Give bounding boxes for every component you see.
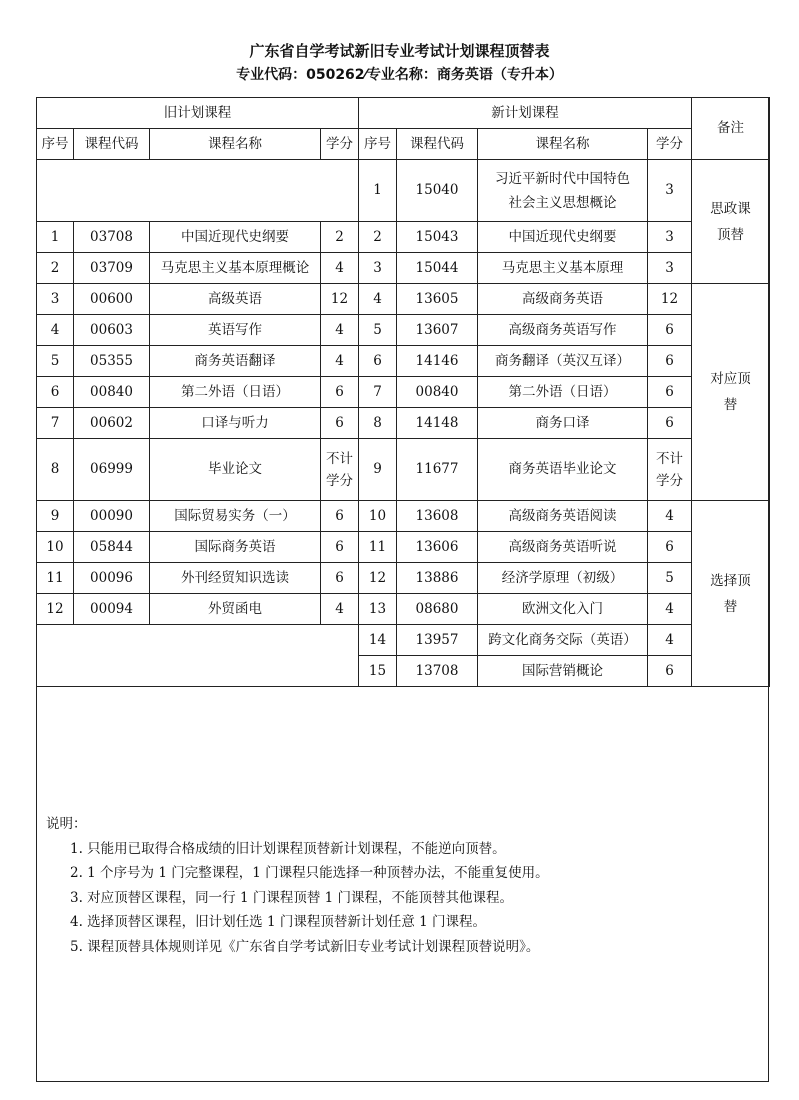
cell-old-credit: 6 [321, 563, 359, 594]
cell-new-seq: 5 [359, 315, 397, 346]
cell-new-seq: 14 [359, 625, 397, 656]
course-replacement-table [36, 97, 770, 687]
empty-old-cell [37, 625, 359, 687]
cell-old-credit: 6 [321, 532, 359, 563]
cell-old-name: 英语写作 [150, 315, 321, 346]
notes-list [46, 837, 746, 960]
cell-new-name: 国际营销概论 [478, 656, 648, 687]
note-item: 4. 选择顶替区课程，旧计划任选 1 门课程顶替新计划任意 1 门课程。 [70, 914, 487, 930]
cell-new-credit: 6 [648, 315, 692, 346]
cell-new-seq: 7 [359, 377, 397, 408]
cell-new-name: 马克思主义基本原理 [478, 253, 648, 284]
cell-old-credit: 不计学分 [321, 439, 359, 501]
cell-new-code: 14146 [397, 346, 478, 377]
cell-old-seq: 9 [37, 501, 74, 532]
note-item: 3. 对应顶替区课程，同一行 1 门课程顶替 1 门课程，不能顶替其他课程。 [70, 889, 514, 906]
cell-old-code: 03708 [74, 222, 150, 253]
cell-old-name: 外贸函电 [150, 594, 321, 625]
table-row [37, 625, 770, 656]
cell-old-seq: 6 [37, 377, 74, 408]
cell-new-credit: 4 [648, 501, 692, 532]
cell-old-name: 国际商务英语 [150, 532, 321, 563]
cell-new-name: 商务翻译（英汉互译） [478, 346, 648, 377]
cell-old-name: 口译与听力 [150, 408, 321, 439]
cell-new-code: 14148 [397, 408, 478, 439]
table-row [37, 222, 770, 253]
cell-old-seq: 1 [37, 222, 74, 253]
cell-old-seq: 7 [37, 408, 74, 439]
cell-new-code: 15044 [397, 253, 478, 284]
cell-old-seq: 8 [37, 439, 74, 501]
cell-new-seq: 15 [359, 656, 397, 687]
cell-old-code: 06999 [74, 439, 150, 501]
cell-old-seq: 10 [37, 532, 74, 563]
col-header-old-name: 课程名称 [150, 129, 321, 160]
cell-old-credit: 2 [321, 222, 359, 253]
col-header-new-credit: 学分 [648, 129, 692, 160]
cell-old-seq: 12 [37, 594, 74, 625]
cell-old-seq: 11 [37, 563, 74, 594]
cell-new-credit: 6 [648, 346, 692, 377]
cell-old-name: 国际贸易实务（一） [150, 501, 321, 532]
document-subtitle: 专业代码：050262⁄专业名称：商务英语（专升本） [236, 67, 563, 83]
cell-new-credit: 4 [648, 594, 692, 625]
cell-old-seq: 5 [37, 346, 74, 377]
table-row [37, 439, 770, 501]
table-row [37, 532, 770, 563]
cell-new-code: 13708 [397, 656, 478, 687]
col-header-old-code: 课程代码 [74, 129, 150, 160]
table-row [37, 408, 770, 439]
table-row [37, 377, 770, 408]
table-row [37, 501, 770, 532]
cell-old-code: 05844 [74, 532, 150, 563]
cell-old-code: 00603 [74, 315, 150, 346]
cell-old-code: 00840 [74, 377, 150, 408]
cell-new-credit: 3 [648, 160, 692, 222]
cell-new-code: 13886 [397, 563, 478, 594]
cell-new-credit: 6 [648, 408, 692, 439]
cell-new-credit: 6 [648, 656, 692, 687]
cell-old-code: 00094 [74, 594, 150, 625]
remark-header: 备注 [692, 98, 770, 160]
col-header-new-name: 课程名称 [478, 129, 648, 160]
table-row [37, 253, 770, 284]
cell-new-seq: 13 [359, 594, 397, 625]
cell-new-credit: 5 [648, 563, 692, 594]
remark-cell: 选择顶替 [692, 501, 770, 687]
cell-new-seq: 11 [359, 532, 397, 563]
cell-new-name: 跨文化商务交际（英语） [478, 625, 648, 656]
cell-new-credit: 4 [648, 625, 692, 656]
cell-old-credit: 6 [321, 408, 359, 439]
col-header-old-seq: 序号 [37, 129, 74, 160]
cell-old-code: 00600 [74, 284, 150, 315]
document-title: 广东省自学考试新旧专业考试计划课程顶替表 [249, 42, 550, 60]
cell-new-credit: 3 [648, 253, 692, 284]
cell-old-name: 中国近现代史纲要 [150, 222, 321, 253]
cell-old-name: 商务英语翻译 [150, 346, 321, 377]
cell-new-seq: 8 [359, 408, 397, 439]
cell-old-seq: 2 [37, 253, 74, 284]
cell-new-credit: 3 [648, 222, 692, 253]
cell-old-name: 马克思主义基本原理概论 [150, 253, 321, 284]
cell-old-code: 03709 [74, 253, 150, 284]
notes-heading: 说明： [46, 816, 87, 832]
cell-old-credit: 4 [321, 253, 359, 284]
cell-new-seq: 9 [359, 439, 397, 501]
cell-new-code: 00840 [397, 377, 478, 408]
cell-new-seq: 10 [359, 501, 397, 532]
cell-old-name: 毕业论文 [150, 439, 321, 501]
table-row [37, 346, 770, 377]
cell-new-code: 13605 [397, 284, 478, 315]
cell-new-seq: 2 [359, 222, 397, 253]
cell-new-seq: 12 [359, 563, 397, 594]
cell-new-name: 高级商务英语听说 [478, 532, 648, 563]
note-item: 2. 1 个序号为 1 门完整课程，1 门课程只能选择一种顶替办法，不能重复使用。 [70, 865, 549, 881]
cell-new-name: 第二外语（日语） [478, 377, 648, 408]
col-header-new-code: 课程代码 [397, 129, 478, 160]
col-header-new-seq: 序号 [359, 129, 397, 160]
cell-old-credit: 6 [321, 377, 359, 408]
note-item: 5. 课程顶替具体规则详见《广东省自学考试新旧专业考试计划课程顶替说明》。 [70, 938, 540, 955]
col-header-old-credit: 学分 [321, 129, 359, 160]
new-plan-header: 新计划课程 [359, 98, 692, 129]
cell-new-name: 商务英语毕业论文 [478, 439, 648, 501]
cell-new-seq: 3 [359, 253, 397, 284]
table-row [37, 594, 770, 625]
cell-new-credit: 6 [648, 377, 692, 408]
cell-new-code: 13607 [397, 315, 478, 346]
cell-old-credit: 4 [321, 315, 359, 346]
cell-old-credit: 6 [321, 501, 359, 532]
cell-new-seq: 6 [359, 346, 397, 377]
cell-old-name: 外刊经贸知识选读 [150, 563, 321, 594]
cell-new-code: 08680 [397, 594, 478, 625]
cell-old-name: 高级英语 [150, 284, 321, 315]
table-row [37, 284, 770, 315]
cell-old-code: 00602 [74, 408, 150, 439]
cell-new-code: 13957 [397, 625, 478, 656]
cell-old-code: 00096 [74, 563, 150, 594]
cell-new-credit: 6 [648, 532, 692, 563]
cell-new-name: 商务口译 [478, 408, 648, 439]
cell-new-code: 15040 [397, 160, 478, 222]
remark-cell: 思政课顶替 [692, 160, 770, 284]
cell-old-credit: 4 [321, 346, 359, 377]
notes-section [46, 812, 746, 959]
cell-new-code: 13606 [397, 532, 478, 563]
cell-new-name: 习近平新时代中国特色社会主义思想概论 [478, 160, 648, 222]
cell-new-code: 13608 [397, 501, 478, 532]
table-row [37, 315, 770, 346]
table-row [37, 160, 770, 222]
cell-new-name: 中国近现代史纲要 [478, 222, 648, 253]
cell-new-name: 欧洲文化入门 [478, 594, 648, 625]
cell-new-name: 经济学原理（初级） [478, 563, 648, 594]
cell-new-credit: 不计学分 [648, 439, 692, 501]
cell-new-seq: 1 [359, 160, 397, 222]
cell-old-credit: 4 [321, 594, 359, 625]
cell-old-code: 05355 [74, 346, 150, 377]
cell-new-name: 高级商务英语写作 [478, 315, 648, 346]
cell-new-code: 15043 [397, 222, 478, 253]
cell-new-seq: 4 [359, 284, 397, 315]
old-plan-header: 旧计划课程 [37, 98, 359, 129]
empty-old-cell [37, 160, 359, 222]
note-item: 1. 只能用已取得合格成绩的旧计划课程顶替新计划课程，不能逆向顶替。 [70, 840, 506, 857]
cell-new-credit: 12 [648, 284, 692, 315]
cell-old-name: 第二外语（日语） [150, 377, 321, 408]
cell-new-name: 高级商务英语阅读 [478, 501, 648, 532]
cell-old-seq: 4 [37, 315, 74, 346]
cell-new-name: 高级商务英语 [478, 284, 648, 315]
cell-old-credit: 12 [321, 284, 359, 315]
cell-new-code: 11677 [397, 439, 478, 501]
cell-old-code: 00090 [74, 501, 150, 532]
remark-cell: 对应顶替 [692, 284, 770, 501]
cell-old-seq: 3 [37, 284, 74, 315]
table-row [37, 563, 770, 594]
